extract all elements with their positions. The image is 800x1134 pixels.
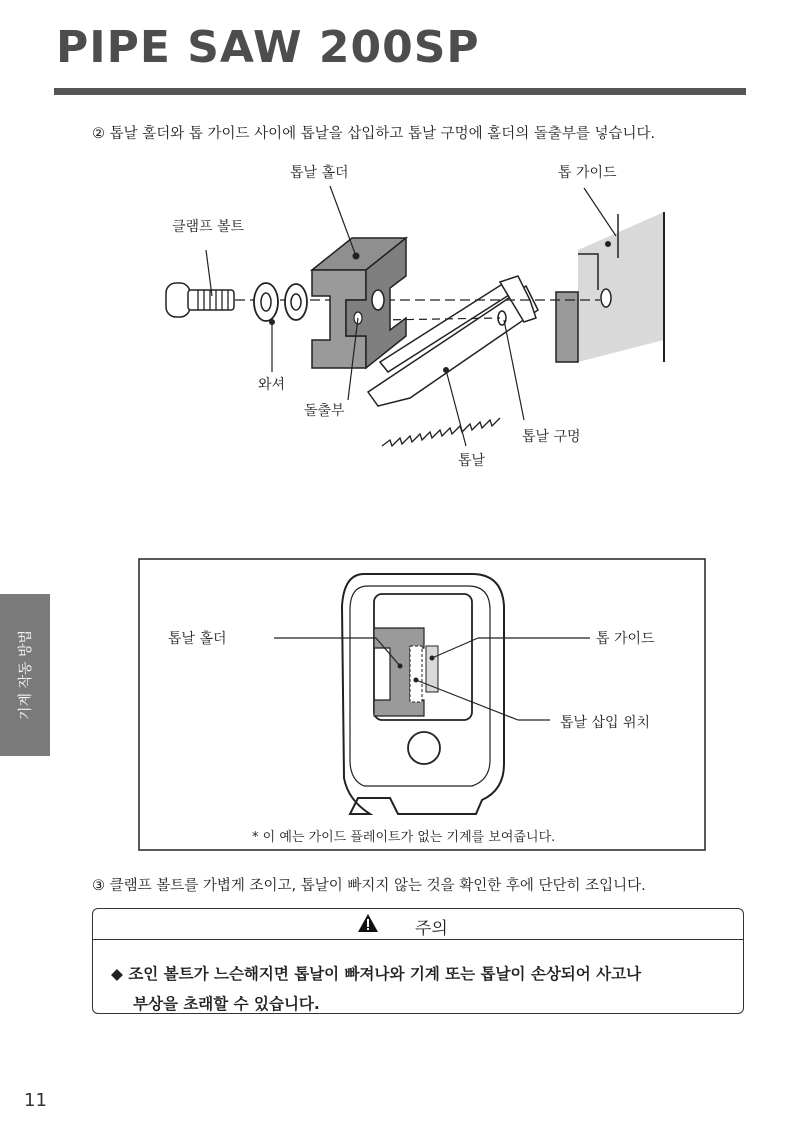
clamp-bolt-shaft	[188, 290, 234, 310]
caution-line-2: 부상을 초래할 수 있습니다.	[133, 995, 320, 1013]
saw-blade-teeth	[382, 418, 500, 446]
page-title: PIPE SAW 200SP	[56, 22, 480, 73]
front-label-saw-guide: 톱 가이드	[596, 631, 655, 647]
saw-guide-block	[556, 292, 578, 362]
label-saw-guide: 톱 가이드	[558, 165, 617, 181]
saw-guide-hole	[601, 289, 611, 307]
front-label-blade-holder: 톱날 홀더	[168, 631, 227, 647]
page-number: 11	[24, 1090, 47, 1111]
label-protrusion: 돌출부	[304, 403, 345, 419]
caution-box	[92, 908, 744, 1014]
side-tab-label: 기계 작동 방법	[18, 629, 34, 721]
front-blade	[410, 646, 422, 702]
side-tab	[0, 594, 50, 756]
front-view-note: * 이 예는 가이드 플레이트가 없는 기계를 보여줍니다.	[252, 830, 556, 845]
caution-line-1: ◆ 조인 볼트가 느슨해지면 톱날이 빠져나와 기계 또는 톱날이 손상되어 사고나	[111, 965, 642, 983]
step-2-text: ② 톱날 홀더와 톱 가이드 사이에 톱날을 삽입하고 톱날 구멍에 홀더의 돌출부를 넣습니다.	[92, 126, 656, 142]
front-label-insert-position: 톱날 삽입 위치	[560, 715, 651, 731]
label-blade: 톱날	[458, 453, 486, 469]
saw-guide-plate	[578, 212, 664, 362]
caution-title: 주의	[415, 919, 448, 939]
label-clamp-bolt: 클램프 볼트	[172, 219, 245, 235]
step-3-text: ③ 클램프 볼트를 가볍게 조이고, 톱날이 빠지지 않는 것을 확인한 후에 단단히 조입니다.	[92, 878, 646, 894]
label-washer: 와셔	[258, 377, 286, 393]
caution-header	[93, 909, 743, 940]
label-blade-hole: 톱날 구멍	[522, 429, 581, 445]
warning-icon	[357, 913, 379, 933]
exploded-diagram	[0, 0, 800, 500]
caution-body	[111, 959, 641, 1019]
front-view-diagram	[138, 558, 708, 853]
label-blade-holder: 톱날 홀더	[290, 165, 349, 181]
clamp-bolt-head	[166, 283, 190, 317]
front-knob	[408, 732, 440, 764]
